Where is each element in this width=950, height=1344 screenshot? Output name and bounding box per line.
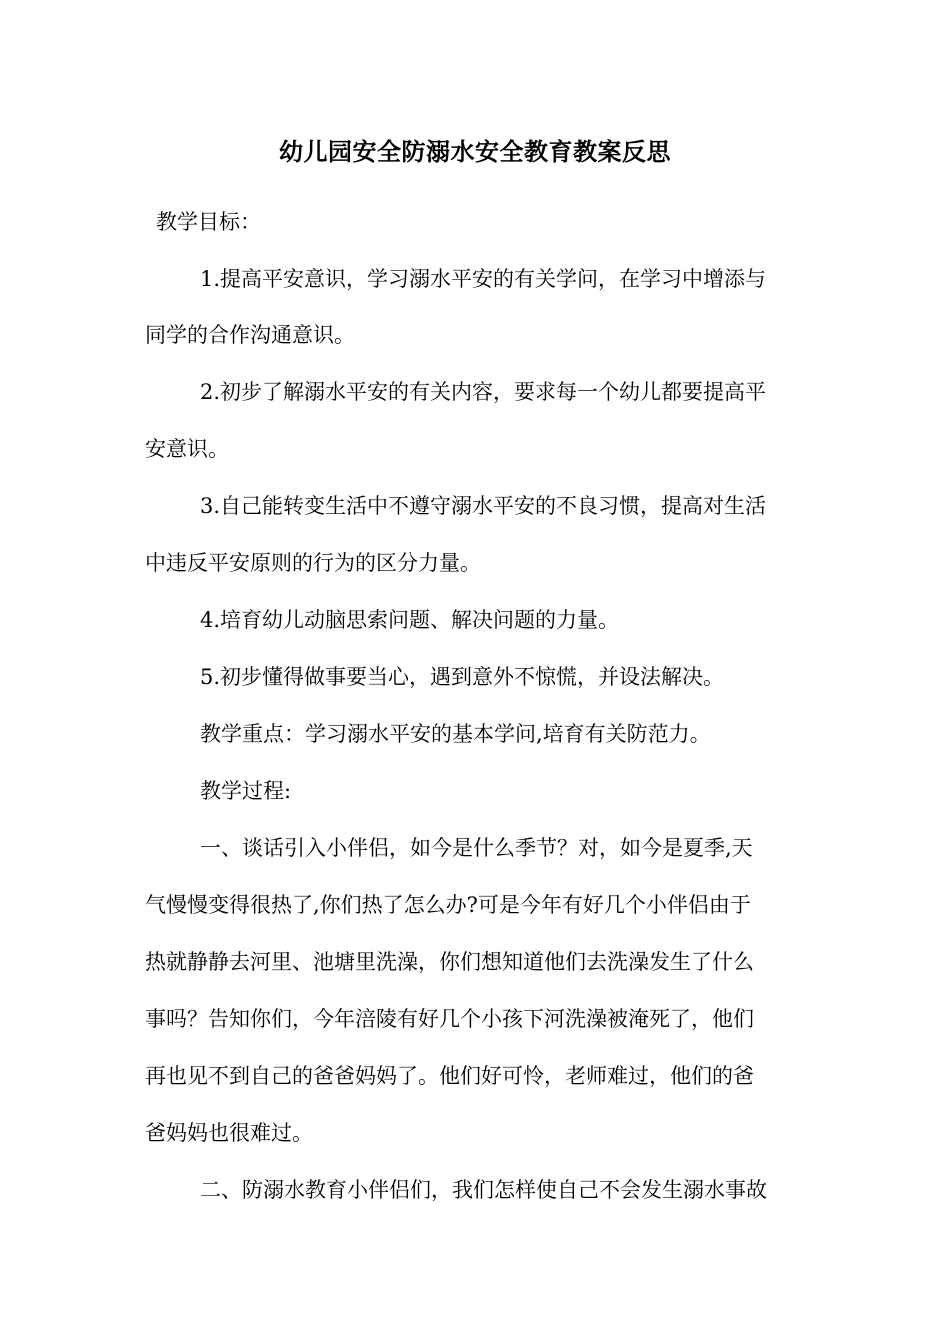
paragraph-line: 3.自己能转变生活中不遵守溺水平安的不良习惯，提高对生活 (200, 494, 767, 518)
paragraph-line: 中违反平安原则的行为的区分力量。 (145, 551, 481, 575)
paragraph-line: 二、防溺水教育小伴侣们，我们怎样使自己不会发生溺水事故 (200, 1178, 767, 1202)
document-title: 幼儿园安全防溺水安全教育教案反思 (279, 137, 671, 166)
paragraph-line: 5.初步懂得做事要当心，遇到意外不惊慌，并设法解决。 (200, 665, 725, 689)
paragraph-line: 2.初步了解溺水平安的有关内容，要求每一个幼儿都要提高平 (200, 380, 767, 404)
paragraph-line: 同学的合作沟通意识。 (145, 323, 355, 347)
paragraph-line: 热就静静去河里、池塘里洗澡，你们想知道他们去洗澡发生了什么 (145, 950, 754, 974)
paragraph-line: 气慢慢变得很热了,你们热了怎么办?可是今年有好几个小伴侣由于 (145, 893, 751, 917)
paragraph-line: 事吗？告知你们，今年涪陵有好几个小孩下河洗澡被淹死了，他们 (145, 1007, 754, 1031)
paragraph-line: 4.培育幼儿动脑思索问题、解决问题的力量。 (200, 608, 620, 632)
paragraph-line: 1.提高平安意识，学习溺水平安的有关学问，在学习中增添与 (200, 267, 767, 291)
paragraph-line: 教学过程: (200, 779, 292, 803)
paragraph-line: 爸妈妈也很难过。 (145, 1121, 313, 1145)
paragraph-line: 再也见不到自己的爸爸妈妈了。他们好可怜，老师难过，他们的爸 (145, 1064, 754, 1088)
paragraph-line: 教学重点：学习溺水平安的基本学问,培育有关防范力。 (200, 722, 711, 746)
paragraph-line: 一、谈话引入小伴侣，如今是什么季节？对，如今是夏季,天 (200, 836, 753, 860)
paragraph-line: 教学目标： (156, 210, 261, 234)
paragraph-line: 安意识。 (145, 437, 229, 461)
